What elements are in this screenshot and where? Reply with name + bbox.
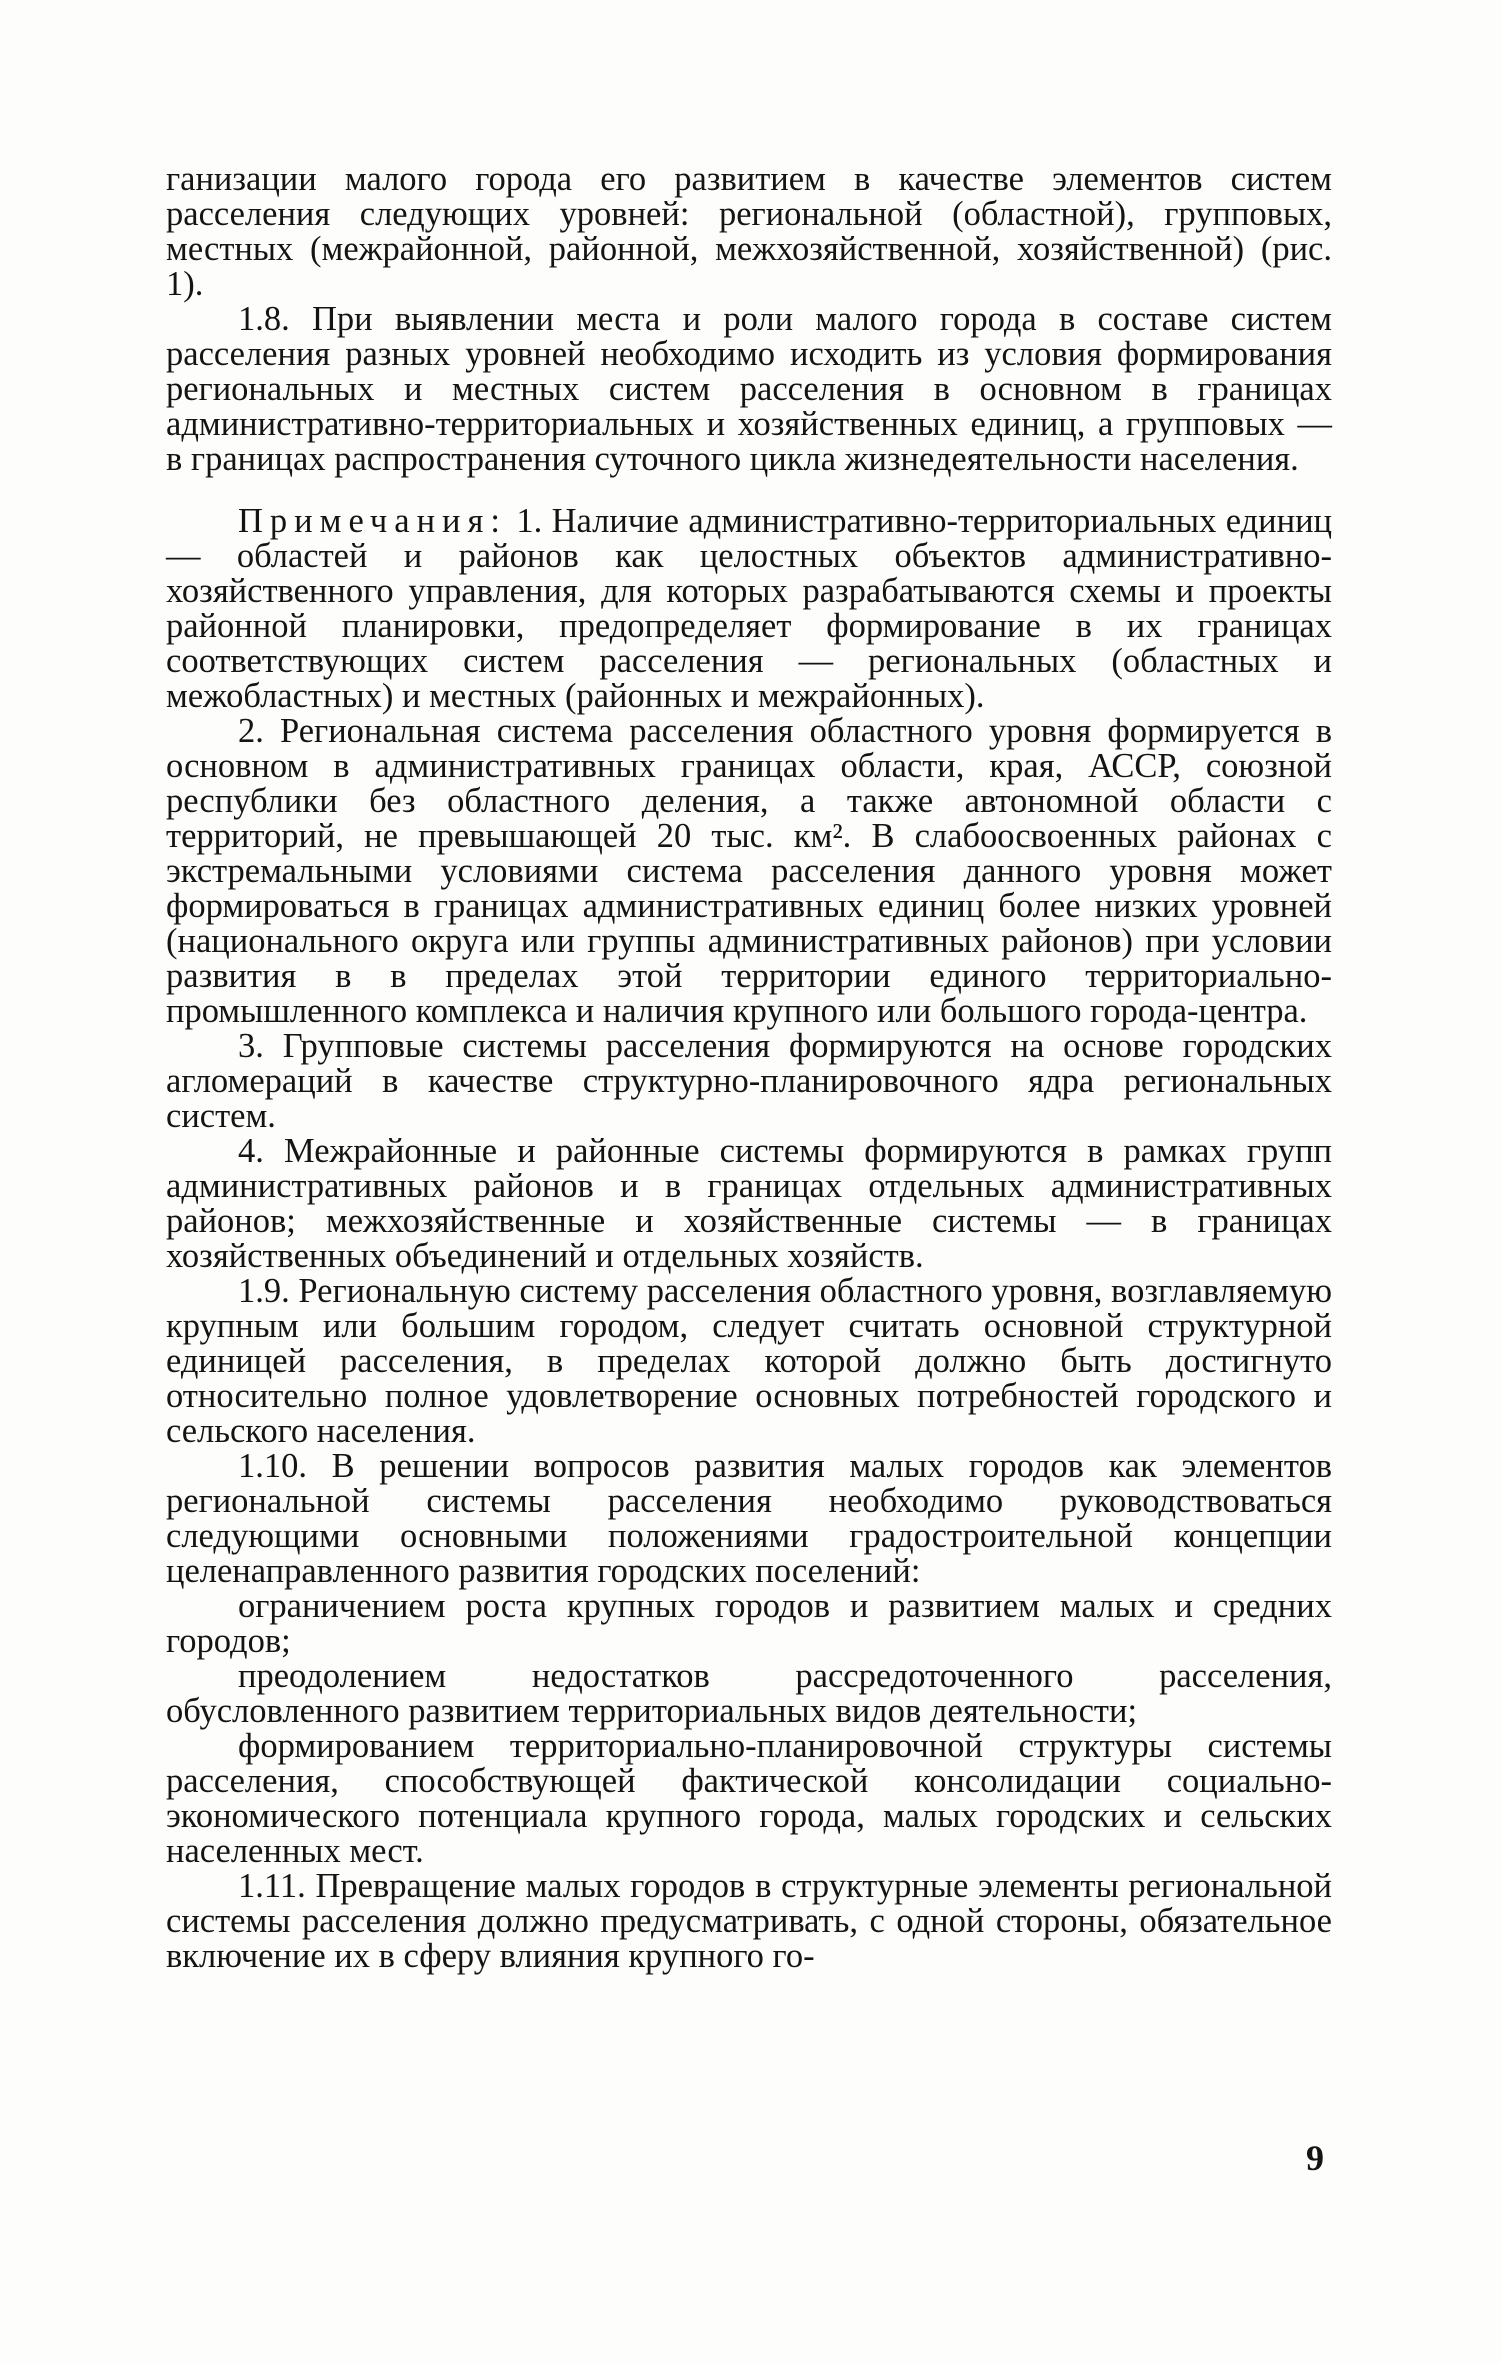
note-1 [166,504,1332,714]
paragraph-1-9: 1.9. Региональную систему расселения областного уровня, возглавляемую крупным или большим городом, следует считать основной структурной единицей расселения, в пределах которой должно быть достигнуто относительно полное удовлетворение основных потребностей городского и сельского населения. [166,1272,1332,1450]
paragraph-continuation: ганизации малого города его развитием в качестве элементов систем расселения следующих уровней: региональной (областной), групповых, местных (межрайонной, районной, межхозяйственной, хозяйственной) (рис. 1). [166,160,1332,303]
paragraph-1-11: 1.11. Превращение малых городов в структурные элементы региональной системы расселения должно предусматривать, с одной стороны, обязательное включение их в сферу влияния крупного го- [166,1867,1332,1975]
paragraph-1-10: 1.10. В решении вопросов развития малых городов как элементов региональной системы расселения необходимо руководствоваться следующими основными положениями градостроительной концепции целенаправленного развития городских поселений: [166,1447,1332,1590]
list-item-3: формированием территориально-планировочной структуры системы расселения, способствующей фактической консолидации социально-экономического потенциала крупного города, малых городских и сельских населенных мест. [166,1727,1332,1870]
note-4: 4. Межрайонные и районные системы формируются в рамках групп административных районов и в границах отдельных административных районов; межхозяйственные и хозяйственные системы — в границах хозяйственных объединений и отдельных хозяйств. [166,1132,1332,1275]
notes-label: Примечания: [238,502,507,540]
list-item-1: ограничением роста крупных городов и развитием малых и средних городов; [166,1587,1332,1660]
list-item-2: преодолением недостатков рассредоточенного расселения, обусловленного развитием территориальных видов деятельности; [166,1657,1332,1730]
body-text [166,162,1332,1974]
note-3: 3. Групповые системы расселения формируются на основе городских агломераций в качестве структурно-планировочного ядра региональных систем. [166,1027,1332,1135]
note-1-text: 1. Наличие административно-территориальных единиц — областей и районов как целостных объектов административно-хозяйственного управления, для которых разрабатываются схемы и проекты районной планировки, предопределяет формирование в их границах соответствующих систем расселения — региональных (областных и межобластных) и местных (районных и межрайонных). [166,502,1332,715]
note-2: 2. Региональная система расселения областного уровня формируется в основном в административных границах области, края, АССР, союзной республики без областного деления, а также автономной области с территорий, не превышающей 20 тыс. км². В слабоосвоенных районах с экстремальными условиями система расселения данного уровня может формироваться в границах административных единиц более низких уровней (национального округа или группы административных районов) при условии развития в в пределах этой территории единого территориально-промышленного комплекса и наличия крупного или большого города-центра. [166,712,1332,1030]
paragraph-1-8: 1.8. При выявлении места и роли малого города в составе систем расселения разных уровней необходимо исходить из условия формирования региональных и местных систем расселения в основном в границах административно-территориальных и хозяйственных единиц, а групповых — в границах распространения суточного цикла жизнедеятельности населения. [166,300,1332,478]
page-number: 9 [1306,2138,1324,2178]
